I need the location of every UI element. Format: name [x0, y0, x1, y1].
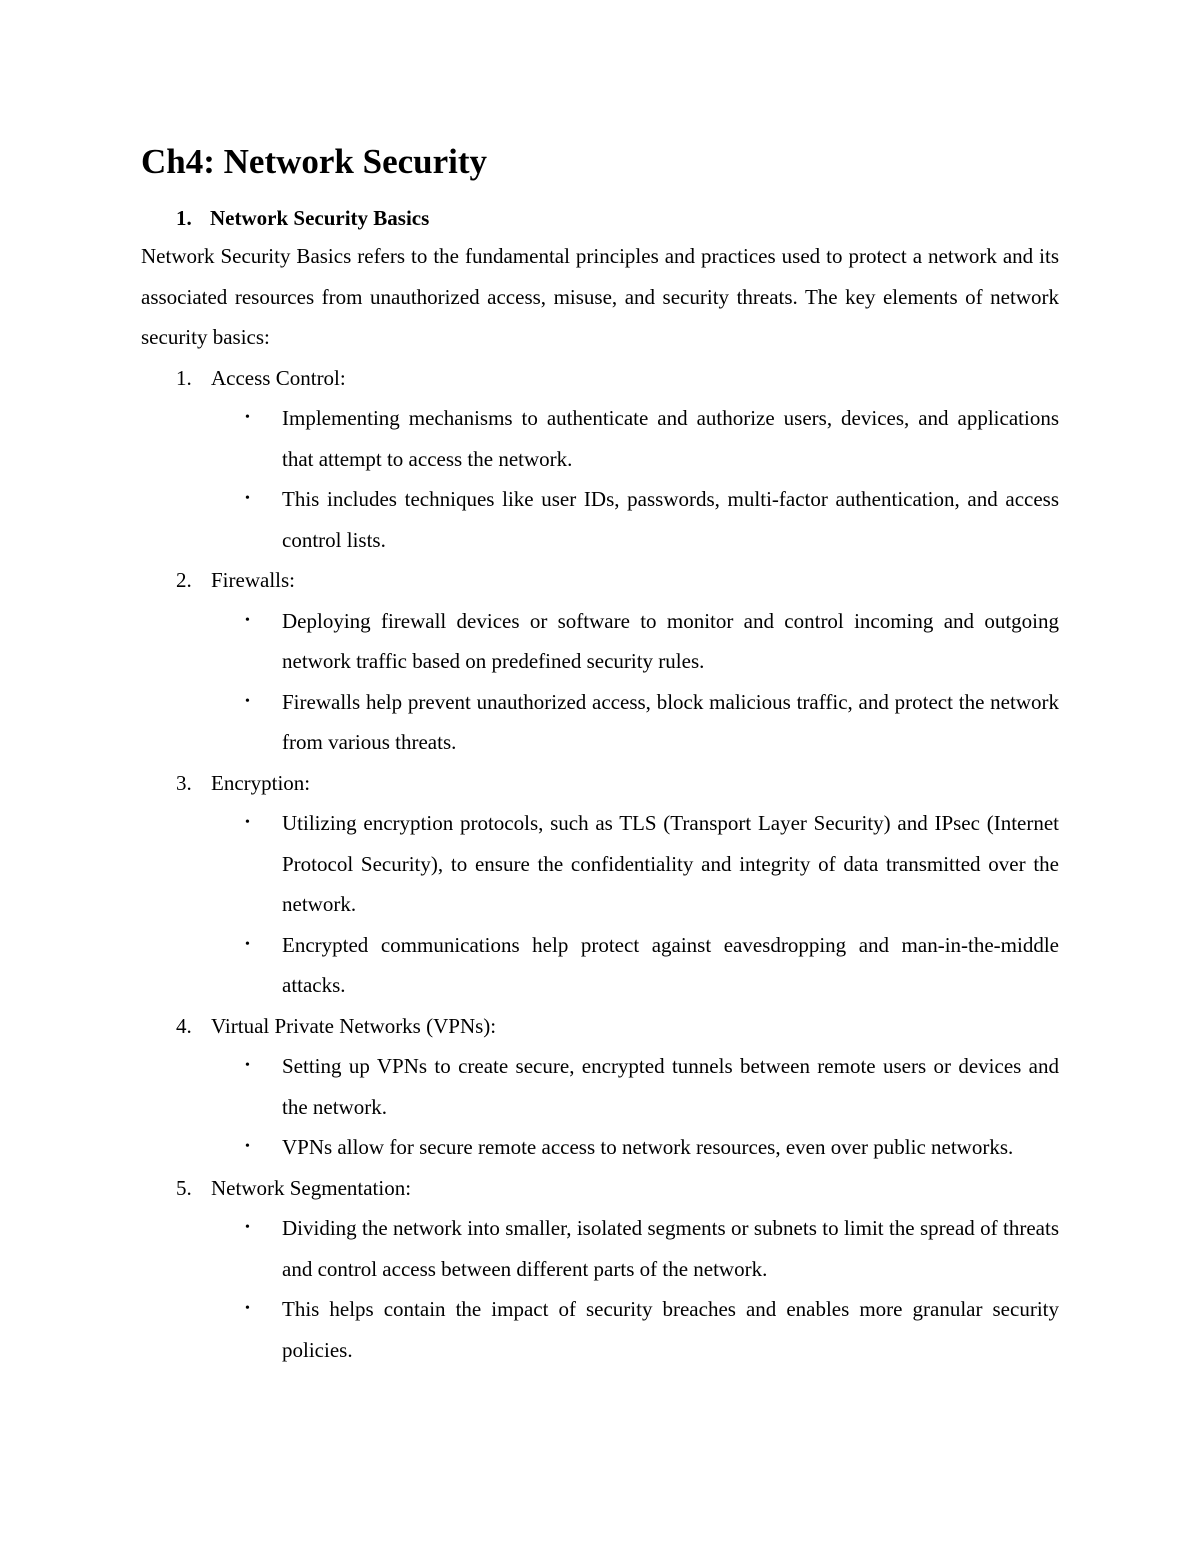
document-page: [141, 138, 1059, 1370]
list-item-label: Virtual Private Networks (VPNs):: [211, 1013, 497, 1038]
bullet-icon: •: [245, 491, 250, 506]
bullet-icon: •: [245, 410, 250, 425]
bullet-icon: •: [245, 612, 250, 628]
bullet-item: [141, 479, 1059, 560]
bullet-icon: •: [245, 1301, 250, 1316]
page-title: Ch4: Network Security: [141, 142, 488, 181]
bullet-icon: •: [245, 1139, 250, 1154]
bullet-text: Implementing mechanisms to authenticate and authorize users, devices, and applications that attempt to access the network.: [282, 406, 1059, 471]
list-item-number: 2.: [176, 568, 192, 592]
bullet-icon: •: [245, 936, 250, 952]
list-item-number: 4.: [176, 1013, 192, 1038]
bullet-text: This includes techniques like user IDs, passwords, multi-factor authentication, and access control lists.: [282, 487, 1059, 552]
list-item-number: 3.: [176, 770, 192, 795]
list-item-label: Firewalls:: [211, 568, 295, 592]
section-heading: [141, 204, 1059, 232]
list-item-network-segmentation: [141, 1168, 1059, 1209]
list-item-encryption: [141, 763, 1059, 804]
bullet-icon: •: [245, 693, 250, 709]
bullet-item: [141, 1208, 1059, 1289]
bullet-text: VPNs allow for secure remote access to network resources, even over public networks.: [282, 1135, 1014, 1159]
bullet-text: Dividing the network into smaller, isolated segments or subnets to limit the spread of threats and control access between different parts of the network.: [282, 1216, 1059, 1281]
list-item-access-control: [141, 358, 1059, 399]
bullet-item: [141, 682, 1059, 763]
bullet-text: Encrypted communications help protect against eavesdropping and man-in-the-middle attacks.: [282, 932, 1059, 997]
bullet-text: Setting up VPNs to create secure, encrypted tunnels between remote users or devices and the network.: [282, 1054, 1059, 1119]
intro-paragraph: Network Security Basics refers to the fundamental principles and practices used to protect a network and its associated resources from unauthorized access, misuse, and security threats. The key elements of network security basics:: [141, 244, 1059, 349]
list-item-label: Network Segmentation:: [211, 1175, 412, 1200]
section-heading-text: Network Security Basics: [210, 206, 430, 230]
list-item-number: 1.: [176, 365, 192, 390]
bullet-item: [141, 398, 1059, 479]
bullet-item: [141, 1127, 1059, 1168]
bullet-text: Deploying firewall devices or software to monitor and control incoming and outgoing network traffic based on predefined security rules.: [282, 608, 1059, 673]
bullet-item: [141, 925, 1059, 1006]
bullet-item: [141, 601, 1059, 682]
bullet-item: [141, 803, 1059, 925]
section-number: 1.: [176, 206, 192, 230]
bullet-icon: •: [245, 1058, 250, 1073]
list-item-firewalls: [141, 560, 1059, 601]
list-item-vpns: [141, 1006, 1059, 1047]
bullet-icon: •: [245, 815, 250, 830]
list-item-label: Encryption:: [211, 770, 311, 795]
bullet-icon: •: [245, 1220, 250, 1235]
bullet-text: Firewalls help prevent unauthorized access, block malicious traffic, and protect the network from various threats.: [282, 689, 1059, 754]
bullet-text: Utilizing encryption protocols, such as TLS (Transport Layer Security) and IPsec (Internet Protocol Security), to ensure the confidentiality and integrity of data transmitted over the network.: [282, 811, 1059, 916]
bullet-item: [141, 1289, 1059, 1370]
list-item-label: Access Control:: [211, 365, 346, 390]
bullet-item: [141, 1046, 1059, 1127]
list-item-number: 5.: [176, 1175, 192, 1200]
bullet-text: This helps contain the impact of security breaches and enables more granular security policies.: [282, 1297, 1059, 1362]
